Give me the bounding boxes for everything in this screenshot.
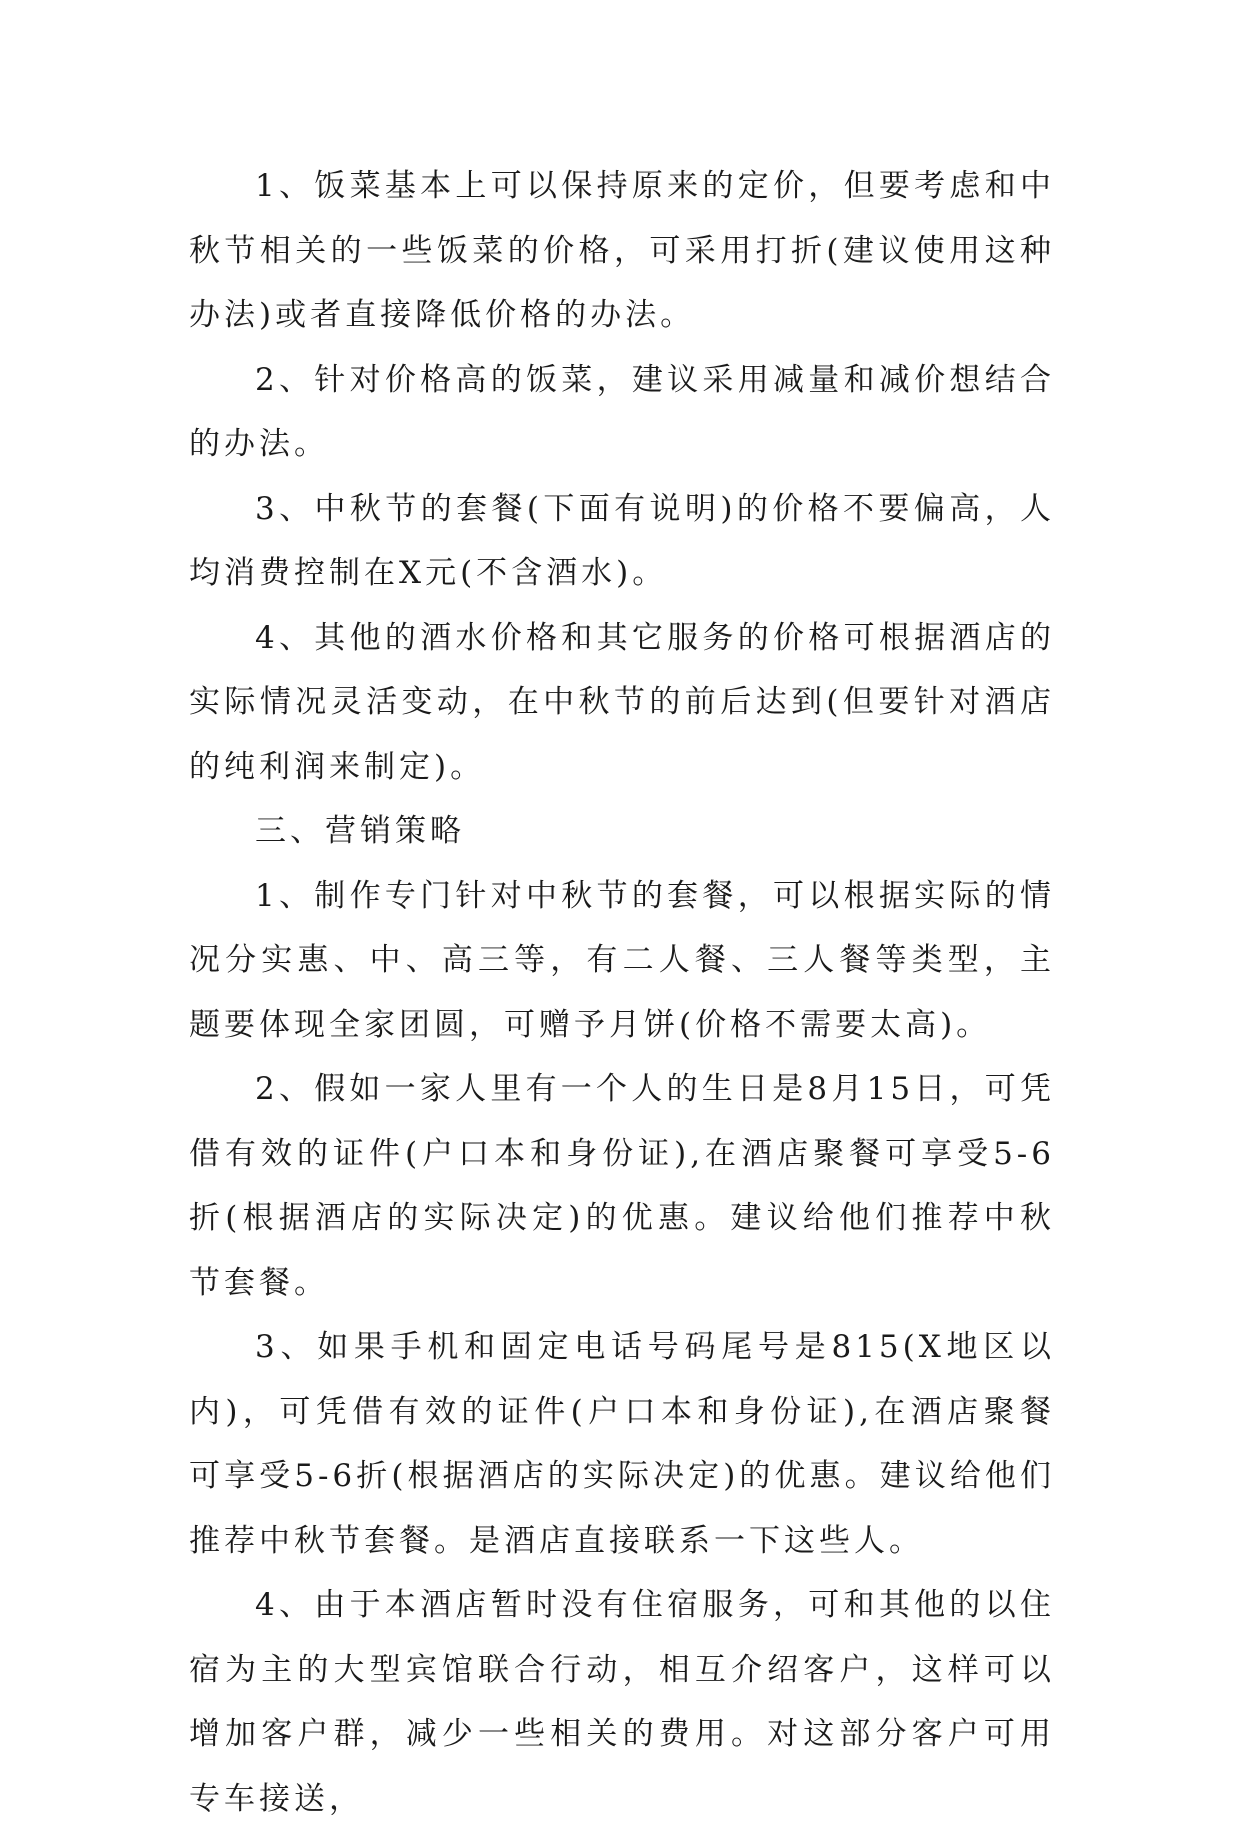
paragraph-marketing-1: 1、制作专门针对中秋节的套餐，可以根据实际的情况分实惠、中、高三等，有二人餐、三人餐等类型，主题要体现全家团圆，可赠予月饼(价格不需要太高)。	[189, 877, 1055, 1043]
section-heading-marketing: 三、营销策略	[255, 813, 465, 849]
paragraph-pricing-4: 4、其他的酒水价格和其它服务的价格可根据酒店的实际情况灵活变动，在中秋节的前后达到(但要针对酒店的纯利润来制定)。	[189, 619, 1055, 785]
paragraph-marketing-3: 3、如果手机和固定电话号码尾号是815(X地区以内)，可凭借有效的证件(户口本和身份证),在酒店聚餐可享受5-6折(根据酒店的实际决定)的优惠。建议给他们推荐中秋节套餐。是酒店直接联系一下这些人。	[189, 1329, 1055, 1559]
paragraph-pricing-1: 1、饭菜基本上可以保持原来的定价，但要考虑和中秋节相关的一些饭菜的价格，可采用打折(建议使用这种办法)或者直接降低价格的办法。	[189, 168, 1055, 333]
paragraph-pricing-2: 2、针对价格高的饭菜，建议采用减量和减价想结合的办法。	[189, 361, 1055, 462]
document-body	[189, 154, 1055, 1831]
paragraph-marketing-2: 2、假如一家人里有一个人的生日是8月15日，可凭借有效的证件(户口本和身份证),在酒店聚餐可享受5-6折(根据酒店的实际决定)的优惠。建议给他们推荐中秋节套餐。	[189, 1071, 1055, 1301]
paragraph-marketing-4: 4、由于本酒店暂时没有住宿服务，可和其他的以住宿为主的大型宾馆联合行动，相互介绍客户，这样可以增加客户群，减少一些相关的费用。对这部分客户可用专车接送，	[189, 1587, 1055, 1817]
paragraph-pricing-3: 3、中秋节的套餐(下面有说明)的价格不要偏高，人均消费控制在X元(不含酒水)。	[189, 490, 1055, 591]
